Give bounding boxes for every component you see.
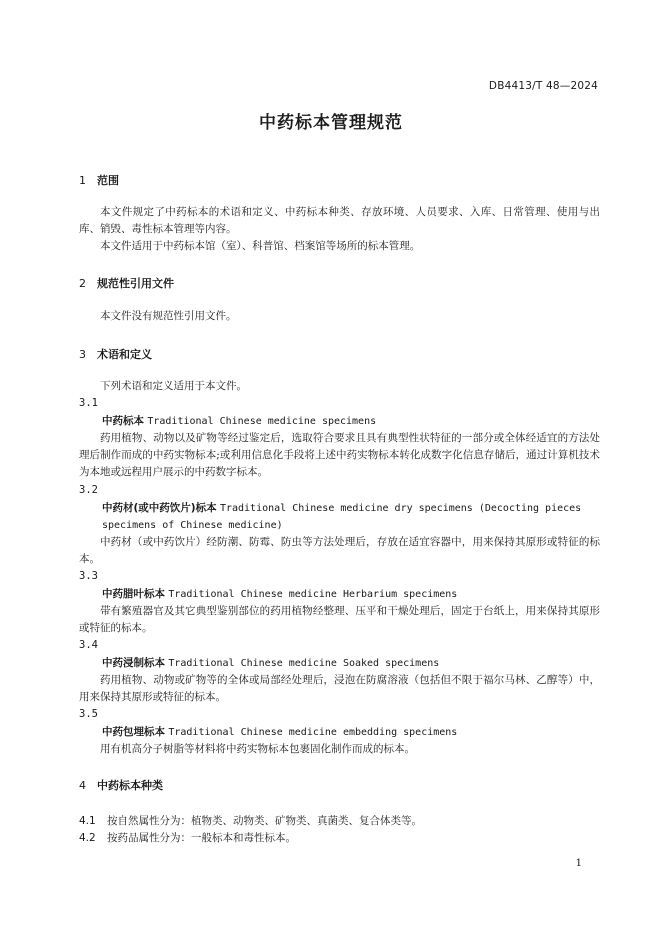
section-number: 4 <box>79 779 86 792</box>
term-title <box>102 724 600 741</box>
paragraph: 本文件适用于中药标本馆（室）、科普馆、档案馆等场所的标本管理。 <box>100 240 421 252</box>
section-number: 1 <box>79 174 86 187</box>
paragraph: 下列术语和定义适用于本文件。 <box>100 380 247 392</box>
section-title: 术语和定义 <box>97 348 152 361</box>
page-number: 1 <box>575 858 582 869</box>
section-1-heading <box>79 172 119 188</box>
section-3-heading <box>79 346 152 362</box>
document-number: DB4413/T 48—2024 <box>488 80 598 92</box>
term-number: 3.3 <box>79 570 98 582</box>
term-number: 3.4 <box>79 639 98 651</box>
term-number: 3.2 <box>79 484 98 496</box>
term-definition: 药用植物、动物以及矿物等经过鉴定后，选取符合要求且具有典型性状特征的一部分或全体经适宜的方法处理后制作而成的中药实物标本;或利用信息化手段将上述中药实物标本转化成数字化信息存储后，通过计算机技术为本地或远程用户展示的中药数字标本。 <box>79 432 600 478</box>
term-zh: 中药腊叶标本 <box>102 588 165 600</box>
term-en: Traditional Chinese medicine specimens <box>147 416 377 427</box>
section-number: 3 <box>79 348 86 361</box>
term-title <box>102 655 600 672</box>
term-definition: 带有繁殖器官及其它典型鉴别部位的药用植物经整理、压平和干燥处理后，固定于台纸上，用来保持其原形或特征的标本。 <box>79 605 600 634</box>
section-title: 范围 <box>97 174 119 187</box>
section-title: 中药标本种类 <box>97 779 163 792</box>
term-en: Traditional Chinese medicine dry specimens (Decocting pieces specimens of Chinese medicine) <box>102 503 582 531</box>
term-title <box>102 500 600 534</box>
item-number: 4.1 <box>79 815 96 827</box>
term-definition: 药用植物、动物或矿物等的全体或局部经处理后，浸泡在防腐溶液（包括但不限于福尔马林、乙醇等）中，用来保持其原形或特征的标本。 <box>79 674 600 703</box>
term-zh: 中药浸制标本 <box>102 657 165 669</box>
term-en: Traditional Chinese medicine Herbarium specimens <box>168 589 458 600</box>
term-number: 3.1 <box>79 397 98 409</box>
item-text: 按自然属性分为：植物类、动物类、矿物类、真菌类、复合体类等。 <box>107 815 422 827</box>
section-4-heading <box>79 777 163 793</box>
list-item <box>79 813 422 828</box>
term-en: Traditional Chinese medicine embedding specimens <box>168 727 458 738</box>
item-number: 4.2 <box>79 832 96 844</box>
section-title: 规范性引用文件 <box>97 277 174 290</box>
term-zh: 中药材(或中药饮片)标本 <box>102 502 217 514</box>
section-number: 2 <box>79 277 86 290</box>
list-item <box>79 830 296 845</box>
term-en: Traditional Chinese medicine Soaked specimens <box>168 658 440 669</box>
section-2-heading <box>79 275 174 291</box>
term-title <box>102 586 600 603</box>
term-definition: 中药材（或中药饮片）经防潮、防霉、防虫等方法处理后，存放在适宜容器中，用来保持其原形或特征的标本。 <box>79 536 600 565</box>
term-definition: 用有机高分子树脂等材料将中药实物标本包裹固化制作而成的标本。 <box>100 743 415 755</box>
term-title <box>102 413 600 430</box>
term-zh: 中药包埋标本 <box>102 726 165 738</box>
term-number: 3.5 <box>79 708 98 720</box>
item-text: 按药品属性分为：一般标本和毒性标本。 <box>107 832 296 844</box>
page-title: 中药标本管理规范 <box>259 113 403 133</box>
term-zh: 中药标本 <box>102 415 144 427</box>
paragraph: 本文件没有规范性引用文件。 <box>100 310 237 322</box>
paragraph: 本文件规定了中药标本的术语和定义、中药标本种类、存放环境、人员要求、入库、日常管理、使用与出库、销毁、毒性标本管理等内容。 <box>79 206 600 235</box>
